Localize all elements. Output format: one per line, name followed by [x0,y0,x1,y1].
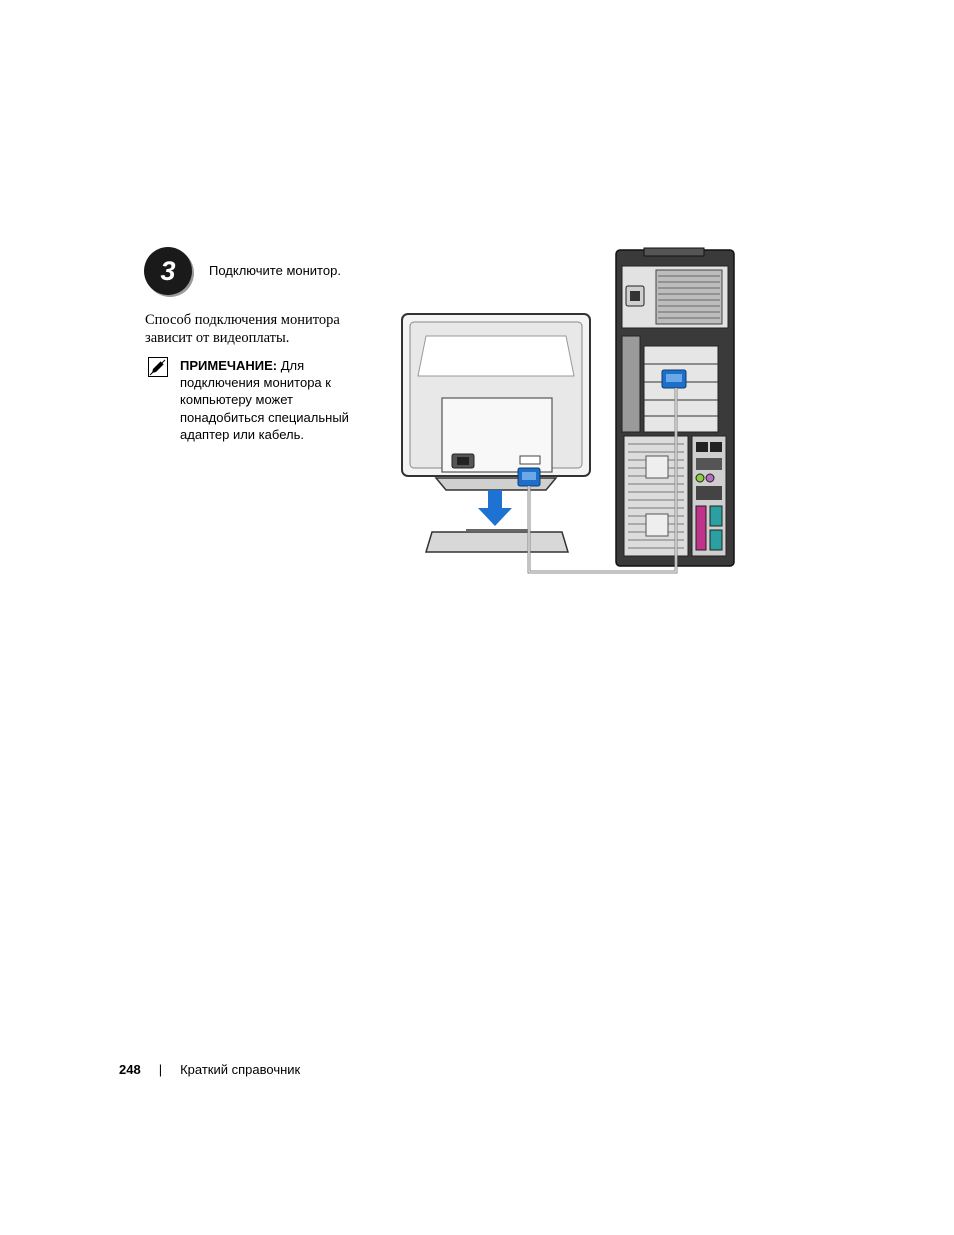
monitor-to-computer-connection-diagram [396,246,740,578]
footer-separator: | [158,1062,163,1077]
step-number-badge [143,246,195,298]
footer-title: Краткий справочник [180,1062,301,1077]
step-number: 3 [160,256,176,286]
monitor-illustration [402,314,590,552]
page-number: 248 [119,1062,141,1077]
note-label: ПРИМЕЧАНИЕ: [180,358,278,373]
note-text: Для подключения монитора к компьютеру может понадобиться специальный адаптер или кабель. [180,358,349,442]
body-paragraph: Способ подключения монитора зависит от видеоплаты. [145,312,340,346]
note-pencil-icon [148,357,168,377]
note-block [180,357,370,443]
step-title: Подключите монитор. [209,263,341,278]
page-footer [119,1062,300,1077]
